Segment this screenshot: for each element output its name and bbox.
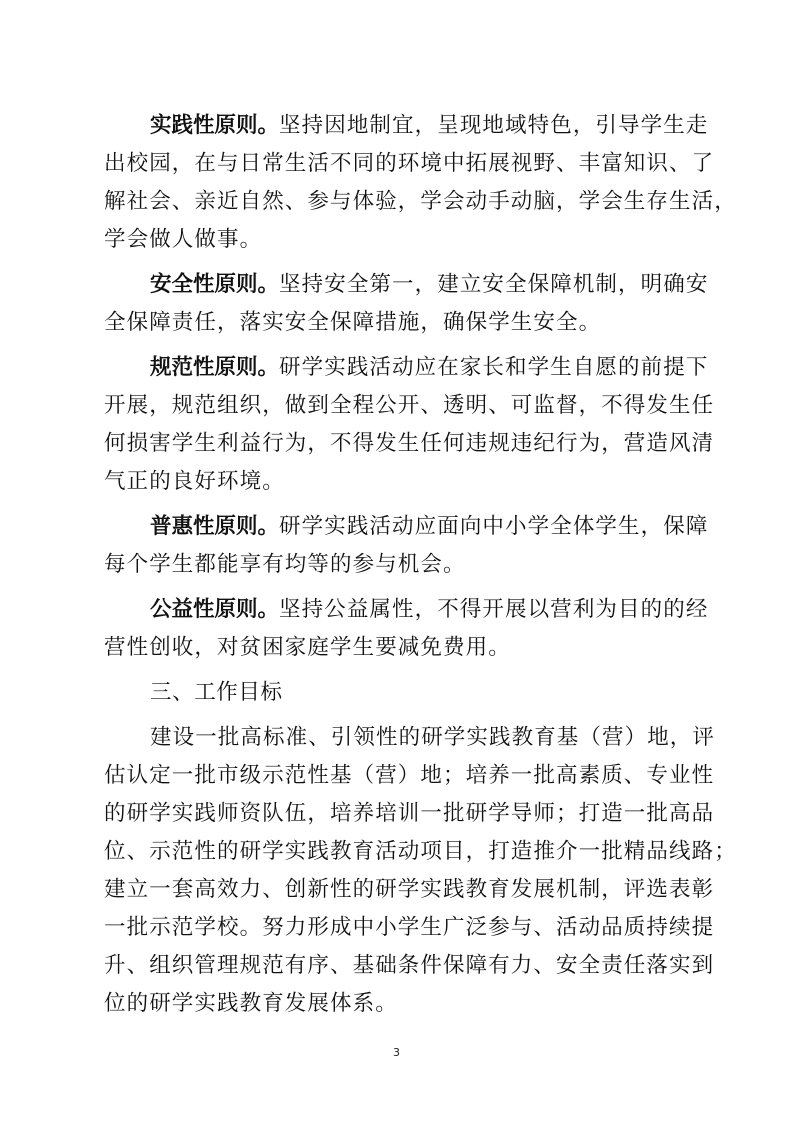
- inclusive-line-1: [104, 508, 709, 546]
- safety-heading: 安全性原则。: [150, 272, 280, 297]
- goals-line-1: 建设一批高标准、引领性的研学实践教育基（营）地，评: [150, 725, 716, 750]
- goals-line-2: 估认定一批市级示范性基（营）地；培养一批高素质、专业性: [104, 763, 715, 788]
- standard-line-3: 何损害学生利益行为，不得发生任何违规违纪行为，营造风清: [104, 431, 715, 456]
- standard-text-1: 研学实践活动应在家长和学生自愿的前提下: [279, 355, 709, 380]
- goals-line-6: 一批示范学校。努力形成中小学生广泛参与、活动品质持续提: [104, 915, 715, 940]
- standard-line-1: [104, 349, 709, 387]
- goals-line-5: 建立一套高效力、创新性的研学实践教育发展机制，评选表彰: [104, 877, 715, 902]
- safety-text-1: 坚持安全第一，建立安全保障机制，明确安: [279, 272, 709, 297]
- section-heading-goals: 三、工作目标: [150, 680, 283, 705]
- goals-line-8: 位的研学实践教育发展体系。: [104, 991, 398, 1016]
- page-number: 3: [393, 1046, 400, 1059]
- goals-line-3: 的研学实践师资队伍，培养培训一批研学导师；打造一批高品: [104, 801, 715, 826]
- inclusive-line-2: 每个学生都能享有均等的参与机会。: [104, 552, 466, 577]
- practice-line-1: [104, 107, 709, 145]
- safety-line-1: [104, 266, 709, 304]
- goals-line-4: 位、示范性的研学实践教育活动项目，打造推介一批精品线路；: [104, 839, 737, 864]
- standard-heading: 规范性原则。: [150, 355, 280, 380]
- document-body: [104, 107, 737, 1023]
- public-text-1: 坚持公益属性，不得开展以营利为目的的经: [279, 597, 709, 622]
- public-line-1: [104, 591, 709, 629]
- practice-line-4: 学会做人做事。: [104, 227, 263, 252]
- standard-line-4: 气正的良好环境。: [104, 469, 285, 494]
- practice-heading: 实践性原则。: [150, 113, 280, 138]
- safety-line-2: 全保障责任，落实安全保障措施，确保学生安全。: [104, 310, 602, 335]
- practice-line-2: 出校园，在与日常生活不同的环境中拓展视野、丰富知识、了: [104, 151, 715, 176]
- standard-line-2: 开展，规范组织，做到全程公开、透明、可监督，不得发生任: [104, 393, 715, 418]
- goals-line-7: 升、组织管理规范有序、基础条件保障有力、安全责任落实到: [104, 953, 715, 978]
- practice-line-3: 解社会、亲近自然、参与体验，学会动手动脑，学会生存生活，: [104, 189, 737, 214]
- inclusive-heading: 普惠性原则。: [150, 514, 280, 539]
- inclusive-text-1: 研学实践活动应面向中小学全体学生，保障: [279, 514, 709, 539]
- public-line-2: 营性创收，对贫困家庭学生要减免费用。: [104, 635, 511, 660]
- public-heading: 公益性原则。: [150, 597, 280, 622]
- practice-text-1: 坚持因地制宜，呈现地域特色，引导学生走: [279, 113, 709, 138]
